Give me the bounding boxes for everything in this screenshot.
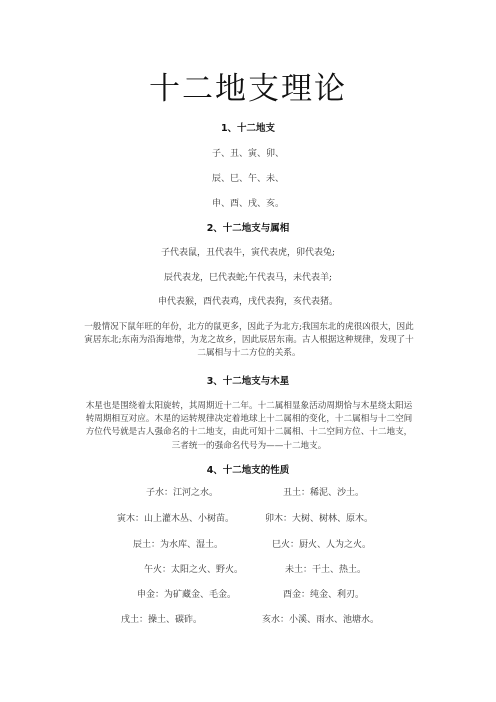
property-right: 巳火：厨火、人为之火。 [272, 540, 372, 550]
section-2-heading: 2、十二地支与属相 [206, 223, 290, 234]
branch-line: 申、酉、戌、亥。 [211, 199, 284, 209]
property-left: 申金：为矿藏金、毛金。 [137, 590, 237, 600]
branch-line: 辰、巳、午、未、 [211, 174, 284, 184]
zodiac-line: 辰代表龙，巳代表蛇;午代表马，未代表羊; [163, 273, 333, 283]
property-right: 酉金：纯金、利刃。 [283, 590, 365, 600]
property-left: 戌土：操土、碳砟。 [121, 615, 203, 625]
zodiac-line: 子代表鼠，丑代表牛，寅代表虎，卯代表兔; [160, 248, 336, 258]
section-3-heading: 3、十二地支与木星 [206, 376, 290, 387]
section-1-heading: 1、十二地支 [220, 123, 276, 134]
zodiac-line: 申代表猴，酉代表鸡，戌代表狗，亥代表猪。 [157, 297, 338, 307]
document-title: 十二地支理论 [149, 71, 347, 107]
property-right: 未土：干土、热土。 [285, 565, 367, 575]
property-left: 寅木：山上灌木丛、小树苗。 [117, 514, 235, 524]
property-left: 午火：太阳之火、野火。 [144, 565, 244, 575]
section-3-paragraph: 木星也是围绕着太阳旋转，其周期近十二年。十二属相显象活动周期恰与木星绕太阳运转周期相互对应。木星的运转规律决定着地球上十二属相的变化，十二属相与十二空间方位代号就是古人强命名的十二地支，由此可知十二属相、十二空间方位、十二地支，三者统一的强命名代号为——十二地支。 [85, 401, 413, 451]
property-right: 亥水：小溪、雨水、池塘水。 [262, 615, 380, 625]
property-right: 卯木：大树、树林、原木。 [265, 514, 374, 524]
property-left: 辰土：为水库、湿土。 [133, 540, 224, 550]
branch-line: 子、丑、寅、卯、 [211, 149, 284, 159]
property-left: 子水：江河之水。 [146, 488, 219, 498]
section-2-paragraph: 一般情况下鼠年旺的年份，北方的鼠更多，因此子为北方;我国东北的虎很凶很大，因此寅居东北;东南为沿海地带，为龙之故乡，因此辰居东南。古人根据这种规律，发现了十二属相与十二方位的关系。 [84, 322, 414, 359]
property-right: 丑土：稀泥、沙土。 [283, 488, 365, 498]
section-4-heading: 4、十二地支的性质 [206, 465, 290, 476]
